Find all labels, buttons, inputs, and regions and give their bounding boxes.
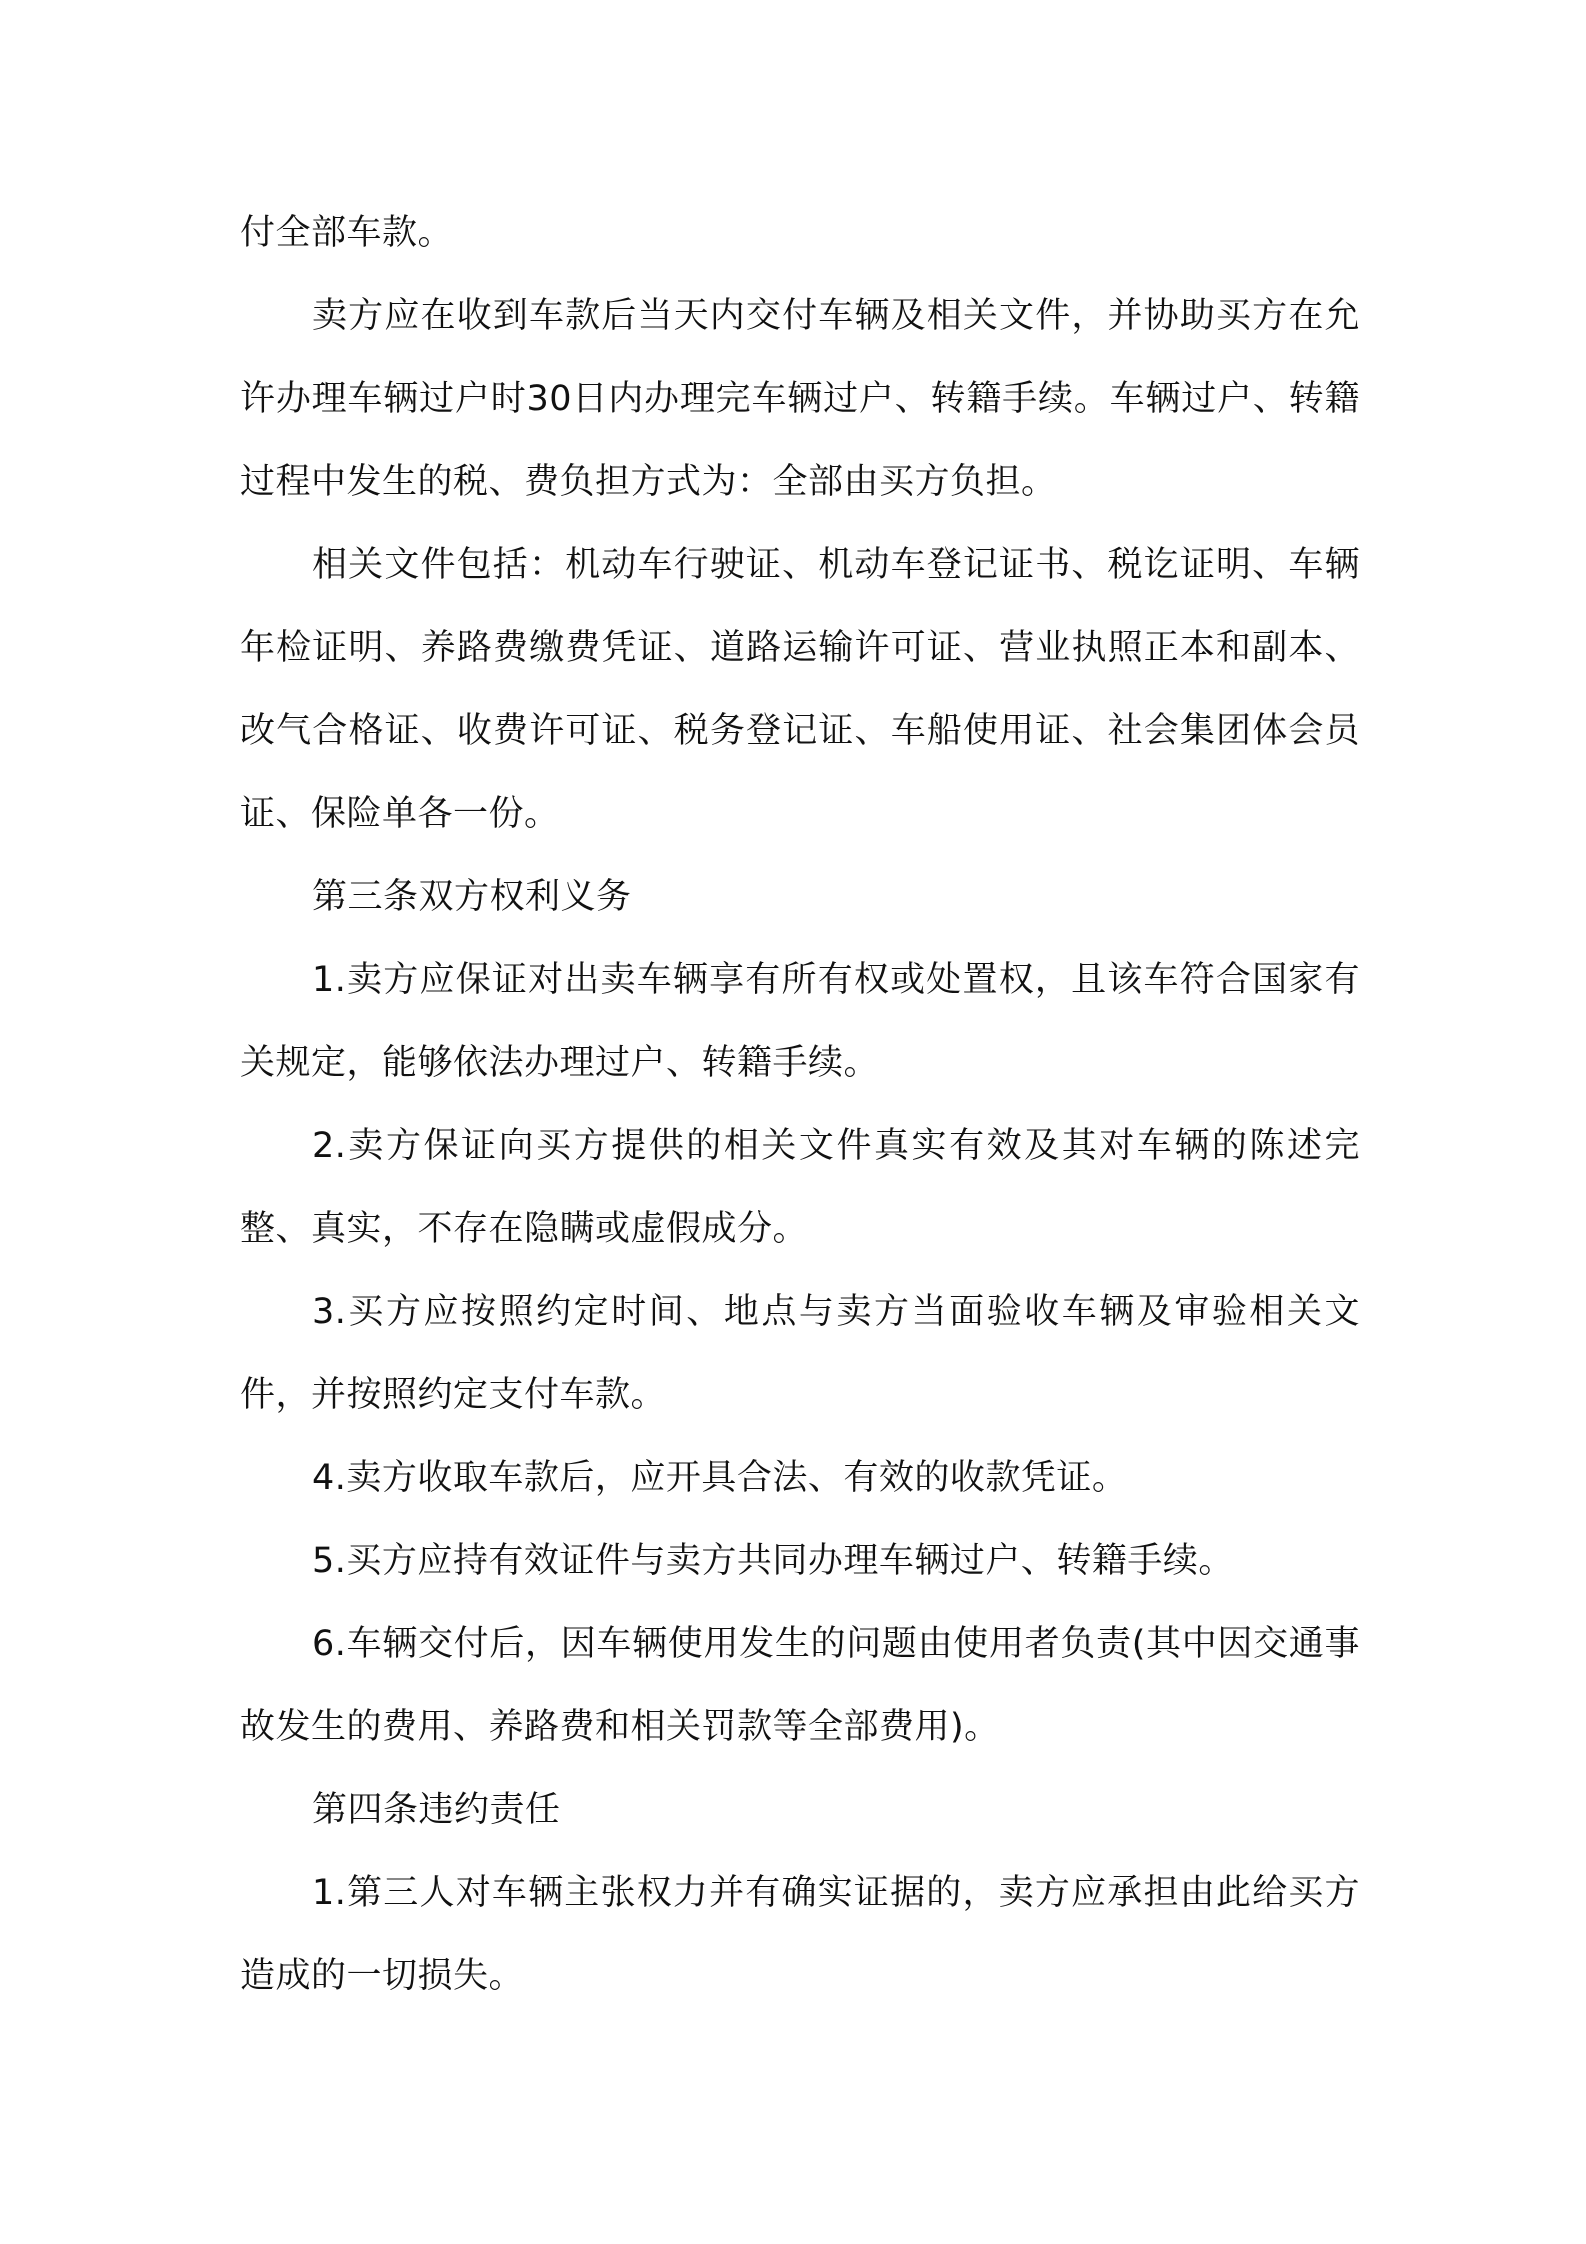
- section-heading-article-4: 第四条违约责任: [312, 1790, 561, 1830]
- paragraph-documents: 相关文件包括：机动车行驶证、机动车登记证书、税讫证明、车辆年检证明、养路费缴费凭证、道路运输许可证、营业执照正本和副本、改气合格证、收费许可证、税务登记证、车船使用证、社会集团体会员证、保险单各一份。: [240, 545, 1360, 834]
- clause-3-5: 5.买方应持有效证件与卖方共同办理车辆过户、转籍手续。: [312, 1541, 1234, 1581]
- paragraph-delivery: 卖方应在收到车款后当天内交付车辆及相关文件，并协助买方在允许办理车辆过户时30日内办理完车辆过户、转籍手续。车辆过户、转籍过程中发生的税、费负担方式为：全部由买方负担。: [240, 296, 1360, 502]
- paragraph-continuation: 付全部车款。: [240, 213, 454, 253]
- clause-3-6: 6.车辆交付后，因车辆使用发生的问题由使用者负责(其中因交通事故发生的费用、养路费和相关罚款等全部费用)。: [240, 1624, 1360, 1747]
- clause-4-1: 1.第三人对车辆主张权力并有确实证据的，卖方应承担由此给买方造成的一切损失。: [240, 1873, 1360, 1996]
- clause-3-3: 3.买方应按照约定时间、地点与卖方当面验收车辆及审验相关文件，并按照约定支付车款。: [240, 1292, 1360, 1415]
- clause-3-2: 2.卖方保证向买方提供的相关文件真实有效及其对车辆的陈述完整、真实，不存在隐瞒或虚假成分。: [240, 1126, 1360, 1249]
- document-body: [240, 192, 1360, 2018]
- clause-3-1: 1.卖方应保证对出卖车辆享有所有权或处置权，且该车符合国家有关规定，能够依法办理过户、转籍手续。: [240, 960, 1360, 1083]
- clause-3-4: 4.卖方收取车款后，应开具合法、有效的收款凭证。: [312, 1458, 1128, 1498]
- section-heading-article-3: 第三条双方权利义务: [312, 877, 632, 917]
